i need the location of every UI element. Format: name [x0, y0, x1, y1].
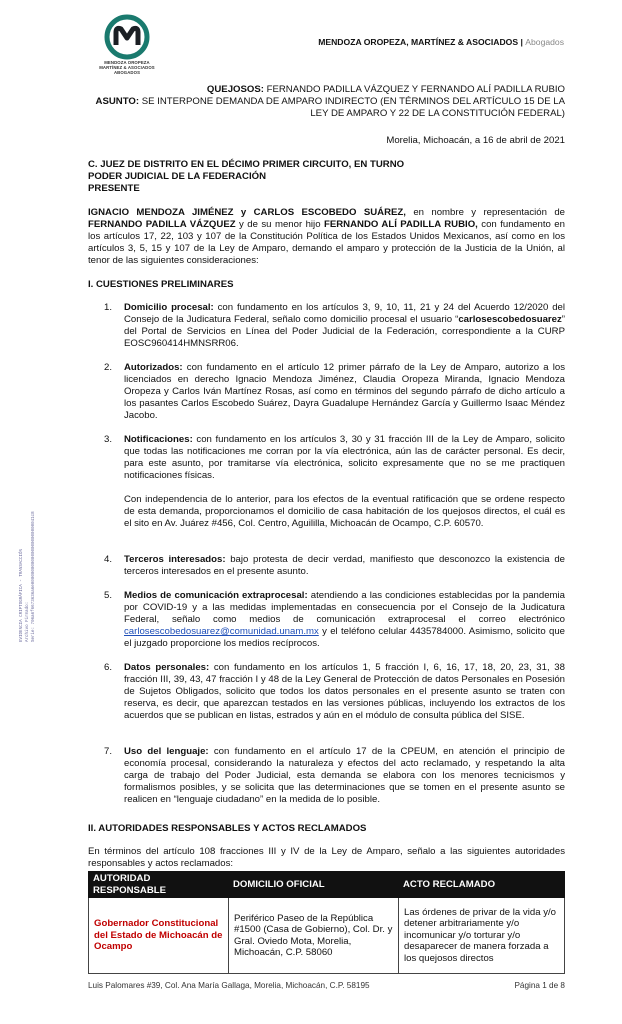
section-heading: I. CUESTIONES PRELIMINARES [88, 279, 234, 290]
firm-logo [96, 14, 158, 75]
table-header-row [89, 872, 565, 898]
list-item: 3. Notificaciones: con fundamento en los artículos 3, 30 y 31 fracción III de la Ley de Amparo, solicito que todas las notificaciones me corran por la vía electrónica, aún las de carácter personal. Es decir, para este asunto, por tramitarse vía electrónica, solicito expresamente que no se me practiquen notificaciones físicas. Con independencia de lo anterior, para los efectos de la eventual ratificación que se ordene respecto de esta demanda, proporcionamos el domicilio de casa habitación de los quejosos directos, el cuál es el sito en Av. Juárez #456, Col. Centro, Aguililla, Michoacán de Ocampo, C.P. 60570. [104, 434, 565, 529]
asunto-line-2: LEY DE AMPARO Y 22 DE LA CONSTITUCIÓN FEDERAL) [310, 108, 565, 119]
addressee-line: PODER JUDICIAL DE LA FEDERACIÓN [88, 171, 267, 182]
footer-address: Luis Palomares #39, Col. Ana María Gallaga, Morelia, Michoacán, C.P. 58195 [88, 981, 370, 990]
email-link[interactable]: carlosescobedosuarez@comunidad.unam.mx [124, 626, 319, 637]
list-item: 2. Autorizados: con fundamento en el artículo 12 primer párrafo de la Ley de Amparo, autorizo a los licenciados en derecho Ignacio Mendoza Jiménez, Claudia Oropeza Miranda, Ignacio Mendoza Oropeza y Carlos Iván Martínez Rosas, así como en términos del segundo párrafo de dicho artículo a los pasantes Carlos Escobedo Suárez, Dayra Guadalupe Hernández García y Guillermo Isaac Méndez Jacobo. [104, 362, 565, 421]
list-item: 4. Terceros interesados: bajo protesta de decir verdad, manifiesto que desconozco la existencia de terceros interesados en el presente asunto. [104, 554, 565, 577]
list-item: 1. Domicilio procesal: con fundamento en los artículos 3, 9, 10, 11, 21 y 24 del Acuerdo 12/2020 del Consejo de la Judicatura Federal, señalo como domicilio procesal el usuario “carlosescobedosuarez” del Portal de Servicios en Línea del Poder Judicial de la Federación, correspondiente a la CURP EOSC960414HMNSRR06. [104, 302, 565, 349]
authority-cell: Gobernador Constitucional del Estado de Michoacán de Ocampo [89, 898, 229, 974]
table-header-cell: AUTORIDAD RESPONSABLE [89, 872, 229, 898]
section2-paragraph: En términos del artículo 108 fracciones III y IV de la Ley de Amparo, señalo a las siguientes autoridades responsables y actos reclamados: [88, 846, 565, 869]
logo-line: MENDOZA OROPEZA [104, 60, 150, 65]
list-item-paragraph: Con independencia de lo anterior, para los efectos de la eventual ratificación que se ordene respecto de esta demanda, proporcionamos el domicilio de casa habitación de los quejosos directos, el cuál es el sito en Av. Juárez #456, Col. Centro, Aguililla, Michoacán de Ocampo, C.P. 60570. [124, 494, 565, 529]
asunto-line-1: ASUNTO: SE INTERPONE DEMANDA DE AMPARO INDIRECTO (EN TÉRMINOS DEL ARTÍCULO 15 DE LA [95, 96, 565, 107]
logo-line: MARTÍNEZ & ASOCIADOS [99, 65, 155, 70]
logo-line: ABOGADOS [113, 70, 141, 75]
firm-logo-icon [104, 14, 150, 60]
address-cell: Periférico Paseo de la República #1500 (Casa de Gobierno), Col. Dr. y Gral. Oviedo Mota, Morelia, Michoacán, C.P. 58060 [229, 898, 399, 974]
list-item: 6. Datos personales: con fundamento en los artículos 1, 5 fracción I, 6, 16, 17, 18, 20, 23, 31, 38 fracción III, 39, 43, 47 fracción I y 48 de la Ley General de Protección de datos Personales en Posesión de Sujetos Obligados, solicito que todos los datos personales en el presente asunto se traten con reserva, es decir, que aparezcan testados en las versiones públicas, incluyendo los extractos de los acuerdos que se publican en listas, estrados y aún en el módulo de consulta pública del SISE. [104, 662, 565, 721]
list-item: 5. Medios de comunicación extraprocesal: atendiendo a las condiciones establecidas por la pandemia por COVID-19 y a las medidas implementadas en consecuencia por el Consejo de la Judicatura Federal, señalo como medios de comunicación extraprocesal el correo electrónico carlosescobedosuarez@comunidad.unam.mx y el teléfono celular 4435784000. Asimismo, solicito que el juzgado proporcione los medios recíprocos. [104, 590, 566, 649]
section-heading: II. AUTORIDADES RESPONSABLES Y ACTOS RECLAMADOS [88, 823, 367, 834]
page-number: Página 1 de 8 [514, 981, 565, 990]
list-item: 7. Uso del lenguaje: con fundamento en el artículo 17 de la CPEUM, en atención el principio de economía procesal, considerando la naturaleza y efectos del acto reclamado, y respetando la alta carga de trabajo del Poder Judicial, esta demanda se elabora con los menores tecnicismos y formalismos posibles, y se solicita que las determinaciones que se tomen en el presente asunto se realicen en “lenguaje ciudadano” en la medida de lo posible. [104, 746, 565, 805]
sidebar-crypto-stamp: EVIDENCIA CRIPTOGRÁFICA - TRANSACCIÓN Archivo Firmado: Serie: 706a6f6673636a6e000000000000000000000000041c8 [20, 511, 36, 642]
header-firm-sub: Abogados [525, 37, 564, 47]
place-date: Morelia, Michoacán, a 16 de abril de 2021 [386, 135, 565, 146]
quejosos-line: QUEJOSOS: FERNANDO PADILLA VÁZQUEZ Y FERNANDO ALÍ PADILLA RUBIO [206, 84, 565, 95]
addressee-line: C. JUEZ DE DISTRITO EN EL DÉCIMO PRIMER CIRCUITO, EN TURNO [88, 159, 405, 170]
table-row [89, 898, 565, 974]
page-footer [88, 980, 565, 992]
table-header-cell: DOMICILIO OFICIAL [229, 872, 399, 898]
act-cell: Las órdenes de privar de la vida y/o detener arbitrariamente y/o incomunicar y/o torturar y/o desaparecer de manera forzada a los quejosos directos [399, 898, 565, 974]
authorities-table [88, 871, 565, 974]
opening-paragraph: IGNACIO MENDOZA JIMÉNEZ y CARLOS ESCOBEDO SUÁREZ, en nombre y representación de FERNANDO PADILLA VÁZQUEZ y de su menor hijo FERNANDO ALÍ PADILLA RUBIO, con fundamento en los artículos 17, 22, 103 y 107 de la Constitución Política de los Estados Unidos Mexicanos, así como en los artículos 3, 5, 15 y 107 de la Ley de Amparo, demando el amparo y protección de la Justicia de la Unión, al tenor de las siguientes consideraciones: [88, 207, 565, 266]
addressee-line: PRESENTE [88, 183, 140, 194]
header-firm-name: MENDOZA OROPEZA, MARTÍNEZ & ASOCIADOS | Abogados [318, 37, 564, 47]
table-header-cell: ACTO RECLAMADO [399, 872, 565, 898]
